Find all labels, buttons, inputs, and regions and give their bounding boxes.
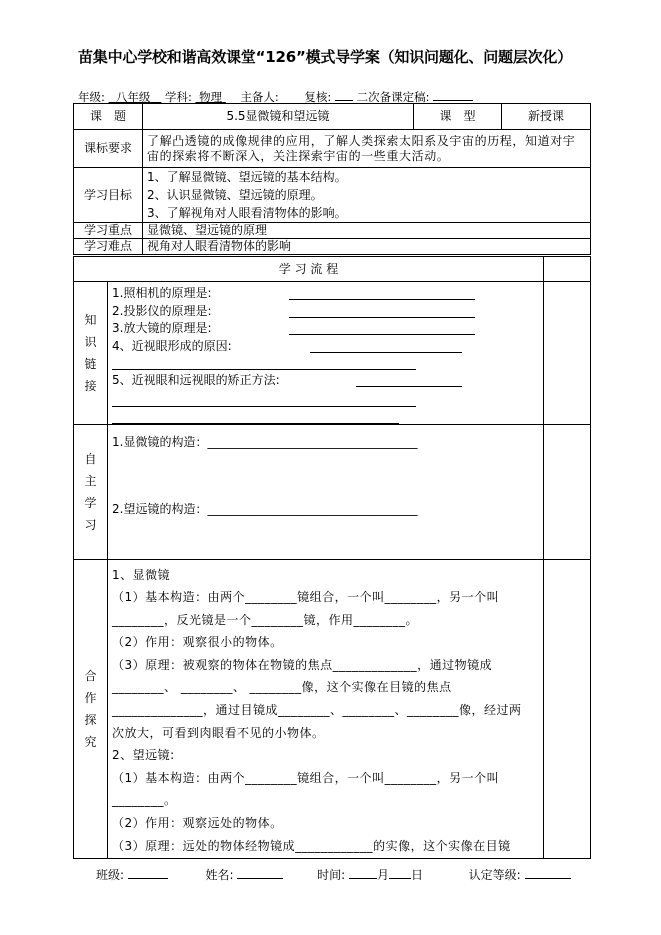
answer-blank[interactable] [310, 340, 462, 353]
review-label: 复核: [304, 90, 332, 104]
flow-heading: 学 习 流 程 [74, 257, 544, 282]
grade-label: 年级: [78, 90, 105, 104]
difficulty-label: 学习难点 [74, 239, 143, 255]
cooperation-line: （2）作用：观察很小的物体。 [112, 635, 283, 650]
knowledge-label-text: 知识链接 [84, 312, 97, 393]
cooperation-line: （1）基本构造：由两个________镜组合，一个叫________，另一个叫 [112, 590, 500, 605]
standard-text: 了解凸透镜的成像规律的应用，了解人类探索太阳系及宇宙的历程，知道对宇宙的探索将不断深入，关注探索宇宙的一些重大活动。 [143, 130, 591, 168]
type-label: 课 型 [414, 104, 502, 130]
answer-blank[interactable] [112, 407, 399, 424]
name-blank[interactable] [237, 866, 283, 879]
notes-cell[interactable] [544, 257, 591, 282]
subject-value [196, 90, 226, 104]
grade-value [109, 90, 162, 104]
flow-table [73, 256, 591, 859]
key-label: 学习重点 [74, 223, 143, 239]
cooperation-line: ________，反光镜是一个________镜，作用________。 [112, 612, 419, 627]
name-label: 姓名: [205, 868, 234, 882]
notes-cell[interactable] [544, 559, 591, 858]
knowledge-item [112, 320, 539, 338]
grade-text: 八年级 [115, 90, 151, 104]
cooperation-line: （3）原理：被观察的物体在物镜的焦点_____________，通过物镜成 [112, 657, 493, 672]
header-table [73, 103, 591, 255]
topic-value: 5.5显微镜和望远镜 [143, 104, 414, 130]
knowledge-item-text: 2.投影仪的原理是: [112, 303, 212, 318]
self-study-label-text: 自主学习 [84, 451, 97, 532]
knowledge-content [108, 282, 544, 425]
notes-cell[interactable] [544, 424, 591, 559]
cooperation-line: 1、显微镜 [112, 567, 171, 582]
knowledge-item-text: 3.放大镜的原理是: [112, 321, 212, 335]
month-blank[interactable] [349, 866, 377, 879]
answer-blank[interactable] [289, 305, 475, 318]
final-label: 二次备课定稿: [356, 90, 430, 104]
answer-blank[interactable] [289, 322, 475, 335]
goals-label: 学习目标 [74, 168, 143, 223]
cooperation-line: ________。 [112, 793, 177, 808]
final-blank[interactable] [433, 88, 473, 101]
cooperation-line: 次放大，可看到肉眼看不见的小物体。 [112, 725, 325, 740]
day-blank[interactable] [389, 866, 411, 879]
cooperation-line: （2）作用：观察远处的物体。 [112, 816, 283, 831]
knowledge-item [112, 285, 539, 303]
goal-item: 1、了解显微镜、望远镜的基本结构。 [147, 170, 347, 184]
review-blank[interactable] [335, 88, 353, 101]
goal-item: 2、认识显微镜、望远镜的原理。 [147, 188, 323, 202]
self-study-content [108, 424, 544, 559]
cooperation-label-text: 合作探究 [84, 668, 97, 749]
cooperation-line: ________、 ________、 ________像，这个实像在目镜的焦点 [112, 680, 452, 695]
cooperation-line: （1）基本构造：由两个________镜组合，一个叫________，另一个叫 [112, 770, 500, 785]
class-blank[interactable] [128, 866, 168, 879]
answer-blank[interactable] [112, 390, 416, 407]
knowledge-item [112, 372, 539, 390]
goal-item: 3、了解视角对人眼看清物体的影响。 [147, 206, 347, 220]
footer [96, 866, 571, 883]
page-title: 苗集中心学校和谐高效课堂“126”模式导学案（知识问题化、问题层次化） [78, 48, 573, 66]
rating-label: 认定等级: [468, 868, 521, 882]
day-label: 日 [410, 868, 423, 882]
class-label: 班级: [96, 868, 125, 882]
cooperation-line: 2、望远镜: [112, 748, 175, 763]
knowledge-item-text: 1.照相机的原理是: [112, 286, 212, 300]
answer-blank[interactable] [112, 355, 416, 370]
cooperation-line: ______________，通过目镜成________、________、________像，经过两 [112, 703, 522, 718]
topic-label: 课 题 [74, 104, 143, 130]
rating-blank[interactable] [525, 866, 571, 879]
answer-blank[interactable] [356, 374, 462, 387]
subject-text: 物理 [199, 90, 223, 104]
self-study-item: 2.望远镜的构造：___________________________________ [112, 501, 418, 516]
knowledge-item [112, 303, 539, 321]
subject-label: 学科: [164, 90, 192, 104]
cooperation-content [108, 559, 544, 858]
key-text: 显微镜、望远镜的原理 [143, 223, 591, 239]
knowledge-label [74, 282, 108, 425]
time-label: 时间: [317, 868, 346, 882]
knowledge-item-text: 4、近视眼形成的原因: [112, 338, 232, 353]
answer-blank[interactable] [289, 287, 475, 300]
standard-label: 课标要求 [74, 130, 143, 168]
month-label: 月 [376, 868, 389, 882]
knowledge-item [112, 338, 539, 356]
goals-list [143, 168, 591, 223]
difficulty-text: 视角对人眼看清物体的影响 [143, 239, 591, 255]
self-study-item: 1.显微镜的构造：___________________________________ [112, 434, 418, 449]
notes-cell[interactable] [544, 282, 591, 425]
cooperation-line: （3）原理：远处的物体经物镜成____________的实像，这个实像在目镜 [112, 838, 511, 853]
knowledge-item-text: 5、近视眼和远视眼的矫正方法: [112, 373, 280, 387]
cooperation-label [74, 559, 108, 858]
preparer-label: 主备人: [240, 90, 279, 104]
type-value: 新授课 [502, 104, 591, 130]
self-study-label [74, 424, 108, 559]
